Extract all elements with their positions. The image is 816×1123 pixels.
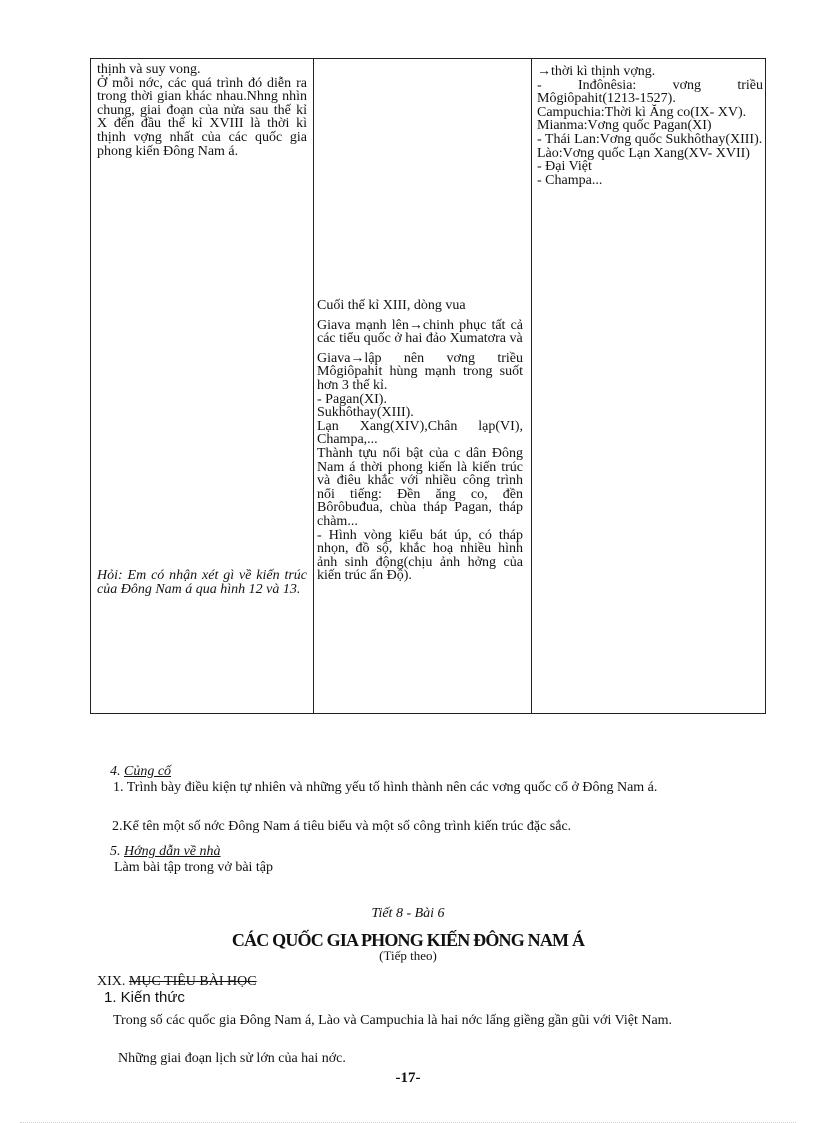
homework-text: Làm bài tập trong vở bài tập [114, 860, 274, 875]
consolidation-item-1: 1. Trình bày điều kiện tự nhiên và những yếu tố hình thành nên các vơng quốc cổ ở Đông Nam á. [113, 780, 658, 795]
homework-heading: 5. Hớng dẫn về nhà [110, 844, 221, 859]
consolidation-heading: 4. Củng cố [110, 764, 172, 779]
content-table [90, 58, 766, 714]
table-divider-1 [313, 59, 314, 713]
lesson-title: CÁC QUỐC GIA PHONG KIẾN ĐÔNG NAM Á [231, 930, 585, 950]
objectives-paragraph-1: Trong số các quốc gia Đông Nam á, Lào và Campuchia là hai nớc lấng giềng gần gũi với Việt Nam. [113, 1013, 673, 1028]
col2-text: Cuối thế kỉ XIII, dòng vua Giava mạnh lên→chinh phục tất cả các tiểu quốc ở hai đảo Xumatơra và Giava→lập nên vơng triều Môgiôpahit hùng mạnh trong suốt hơn 3 thế kỉ. - Pagan(XI). Sukhôthay(XIII). Lạn Xang(XIV),Chân lạp(VI), Champa,... Thành tựu nổi bật của c dân Đông Nam á thời phong kiến là kiến trúc và điêu khắc với nhiều công trình nổi tiếng: Đền ăng co, đền Bôrôbuđua, chùa tháp Pagan, tháp chàm... - Hình vòng kiểu bát úp, có tháp nhọn, đồ sộ, khắc hoạ nhiều hình ảnh sinh động(chịu ảnh hởng của kiến trúc ấn Độ). [317, 298, 523, 584]
col3-text: →thời kì thịnh vợng. - Inđônêsia: vơng triều Môgiôpahit(1213-1527). Campuchia:Thời kì Ăng co(IX- XV). Mianma:Vơng quốc Pagan(XI) - Thái Lan:Vơng quốc Sukhôthay(XIII). Lào:Vơng quốc Lạn Xang(XV- XVII) - Đại Việt - Champa... [537, 64, 763, 188]
table-divider-2 [531, 59, 532, 713]
objectives-heading: XIX. MỤC TIÊU BÀI HỌC [97, 974, 257, 989]
page-number: -17- [395, 1070, 421, 1086]
consolidation-item-2: 2.Kể tên một số nớc Đông Nam á tiêu biểu và một số công trình kiến trúc đặc sắc. [112, 819, 572, 834]
knowledge-heading: 1. Kiến thức [104, 989, 185, 1006]
lesson-label: Tiết 8 - Bài 6 [371, 906, 445, 921]
col1-top-text: thịnh và suy vong. Ở mỗi nớc, các quá trình đó diễn ra trong thời gian khác nhau.Nhng nhìn chung, giai đoạn của nửa sau thế kỉ X đến đầu thế kỉ XVIII là thời kì thịnh vợng nhất của các quốc gia phong kiến Đông Nam á. [97, 62, 307, 159]
objectives-paragraph-2: Những giai đoạn lịch sử lớn của hai nớc. [118, 1051, 346, 1066]
col1-question: Hỏi: Em có nhận xét gì về kiến trúc của Đông Nam á qua hình 12 và 13. [97, 568, 307, 597]
lesson-subtitle: (Tiếp theo) [379, 948, 437, 963]
